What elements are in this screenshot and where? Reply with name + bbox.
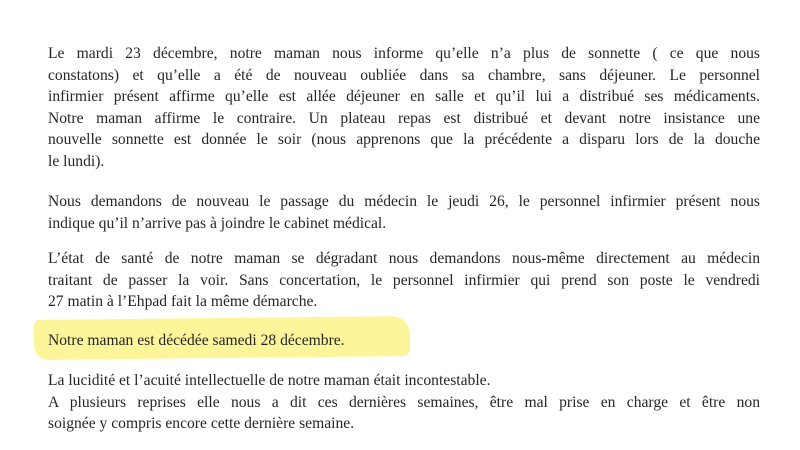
text-line: traitant de passer la voir. Sans concertation, le personnel infirmier qui prend son poste le vendredi (48, 271, 760, 289)
text-line: La lucidité et l’acuité intellectuelle de notre maman était incontestable. (48, 372, 491, 389)
text-line: L’état de santé de notre maman se dégradant nous demandons nous-même directement au médecin (48, 250, 760, 267)
paragraph-sonnette (48, 43, 760, 172)
text-line: A plusieurs reprises elle nous a dit ces dernières semaines, être mal prise en charge et être non (48, 393, 760, 411)
text-line: Notre maman affirme le contraire. Un plateau repas est distribué et devant notre insistance une (48, 109, 760, 127)
paragraph-deces-highlighted (48, 330, 345, 352)
text-line: infirmier présent affirme qu’elle est allée déjeuner en salle et qu’il lui a distribué ses médicaments. (48, 88, 760, 105)
text-line: nouvelle sonnette est donnée le soir (nous apprenons que la précédente a disparu lors de la douche (48, 131, 760, 148)
paragraph-lucidite (48, 370, 760, 435)
text-line: Le mardi 23 décembre, notre maman nous informe qu’elle n’a plus de sonnette ( ce que nous (48, 45, 760, 62)
text-line: Notre maman est décédée samedi 28 décembre. (48, 332, 345, 349)
text-line: soignée y compris encore cette dernière semaine. (48, 415, 355, 432)
paragraph-etat-sante (48, 248, 760, 313)
text-line: constatons) et qu’elle a été de nouveau oubliée dans sa chambre, sans déjeuner. Le personnel (48, 66, 760, 84)
text-line: indique qu’il n’arrive pas à joindre le cabinet médical. (48, 214, 387, 232)
paragraph-medecin (48, 191, 760, 234)
text-line: 27 matin à l’Ehpad fait la même démarche. (48, 293, 318, 310)
text-line: Nous demandons de nouveau le passage du médecin le jeudi 26, le personnel infirmier présent nous (48, 193, 760, 210)
text-line: le lundi). (48, 152, 105, 170)
